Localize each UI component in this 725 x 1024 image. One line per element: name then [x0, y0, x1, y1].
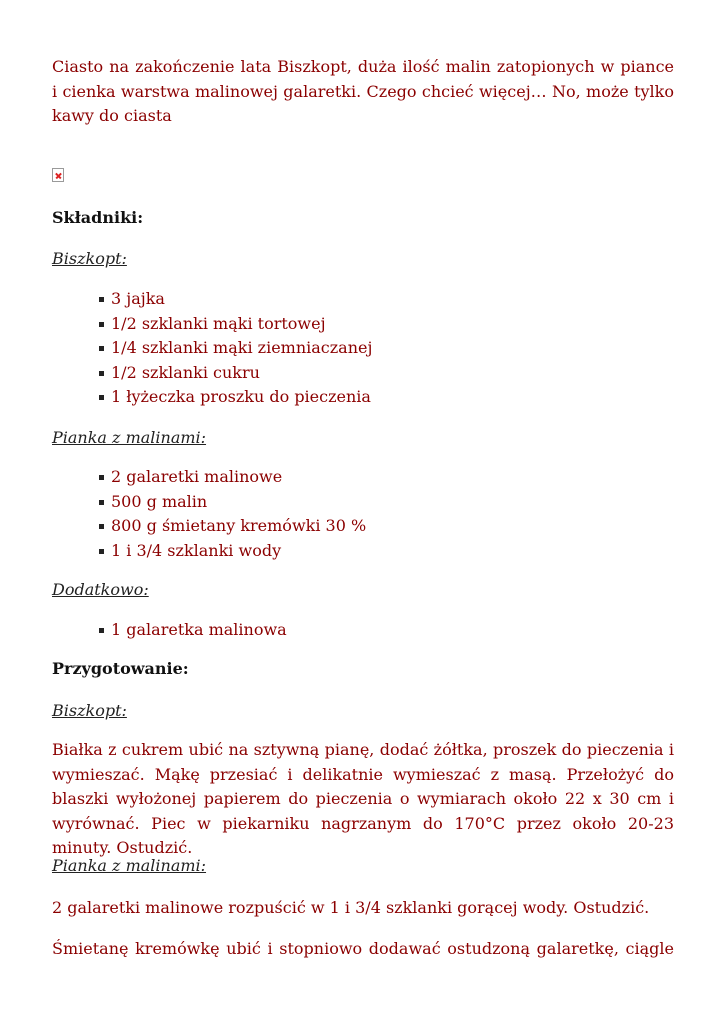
list-item: 500 g malin: [99, 490, 366, 515]
intro-paragraph: Ciasto na zakończenie lata Biszkopt, duża ilość malin zatopionych w piance i cienka warstwa malinowej galaretki. Czego chcieć więcej… No, może tylko kawy do ciasta: [52, 57, 674, 125]
bullet-icon: [99, 628, 104, 633]
bullet-icon: [99, 395, 104, 400]
bullet-icon: [99, 524, 104, 529]
biszkopt-preparation-title: Biszkopt:: [52, 701, 127, 720]
pianka-preparation-title: Pianka z malinami:: [52, 856, 207, 875]
list-item: 2 galaretki malinowe: [99, 465, 366, 490]
list-item: 1 i 3/4 szklanki wody: [99, 539, 366, 564]
list-item: 1 łyżeczka proszku do pieczenia: [99, 385, 372, 410]
pianka-ingredients-list: [99, 465, 366, 563]
list-item: 1 galaretka malinowa: [99, 618, 287, 643]
ingredients-heading: Składniki:: [52, 208, 144, 227]
list-item: 1/4 szklanki mąki ziemniaczanej: [99, 336, 372, 361]
pianka-preparation-text-1: 2 galaretki malinowe rozpuścić w 1 i 3/4 szklanki gorącej wody. Ostudzić.: [52, 898, 650, 917]
bullet-icon: [99, 346, 104, 351]
dodatkowo-ingredients-title: Dodatkowo:: [52, 580, 149, 599]
biszkopt-preparation-text: Białka z cukrem ubić na sztywną pianę, dodać żółtka, proszek do pieczenia i wymieszać. Mąkę przesiać i delikatnie wymieszać z masą. Przełożyć do blaszki wyłożonej papierem do pieczenia o wymiarach około 22 x 30 cm i wyrównać. Piec w piekarniku nagrzanym do 170°C przez około 20-23 minuty. Ostudzić.: [52, 740, 674, 857]
biszkopt-ingredients-title: Biszkopt:: [52, 249, 127, 268]
bullet-icon: [99, 297, 104, 302]
list-item: 1/2 szklanki cukru: [99, 361, 372, 386]
pianka-ingredients-title: Pianka z malinami:: [52, 428, 207, 447]
list-item: 1/2 szklanki mąki tortowej: [99, 312, 372, 337]
biszkopt-ingredients-list: [99, 287, 372, 410]
bullet-icon: [99, 475, 104, 480]
bullet-icon: [99, 322, 104, 327]
list-item: 3 jajka: [99, 287, 372, 312]
preparation-heading: Przygotowanie:: [52, 659, 189, 678]
bullet-icon: [99, 549, 104, 554]
bullet-icon: [99, 500, 104, 505]
pianka-preparation-text-2: Śmietanę kremówkę ubić i stopniowo dodawać ostudzoną galaretkę, ciągle: [52, 939, 674, 958]
list-item: 800 g śmietany kremówki 30 %: [99, 514, 366, 539]
dodatkowo-ingredients-list: [99, 618, 287, 643]
bullet-icon: [99, 371, 104, 376]
broken-image-icon: [52, 168, 64, 182]
